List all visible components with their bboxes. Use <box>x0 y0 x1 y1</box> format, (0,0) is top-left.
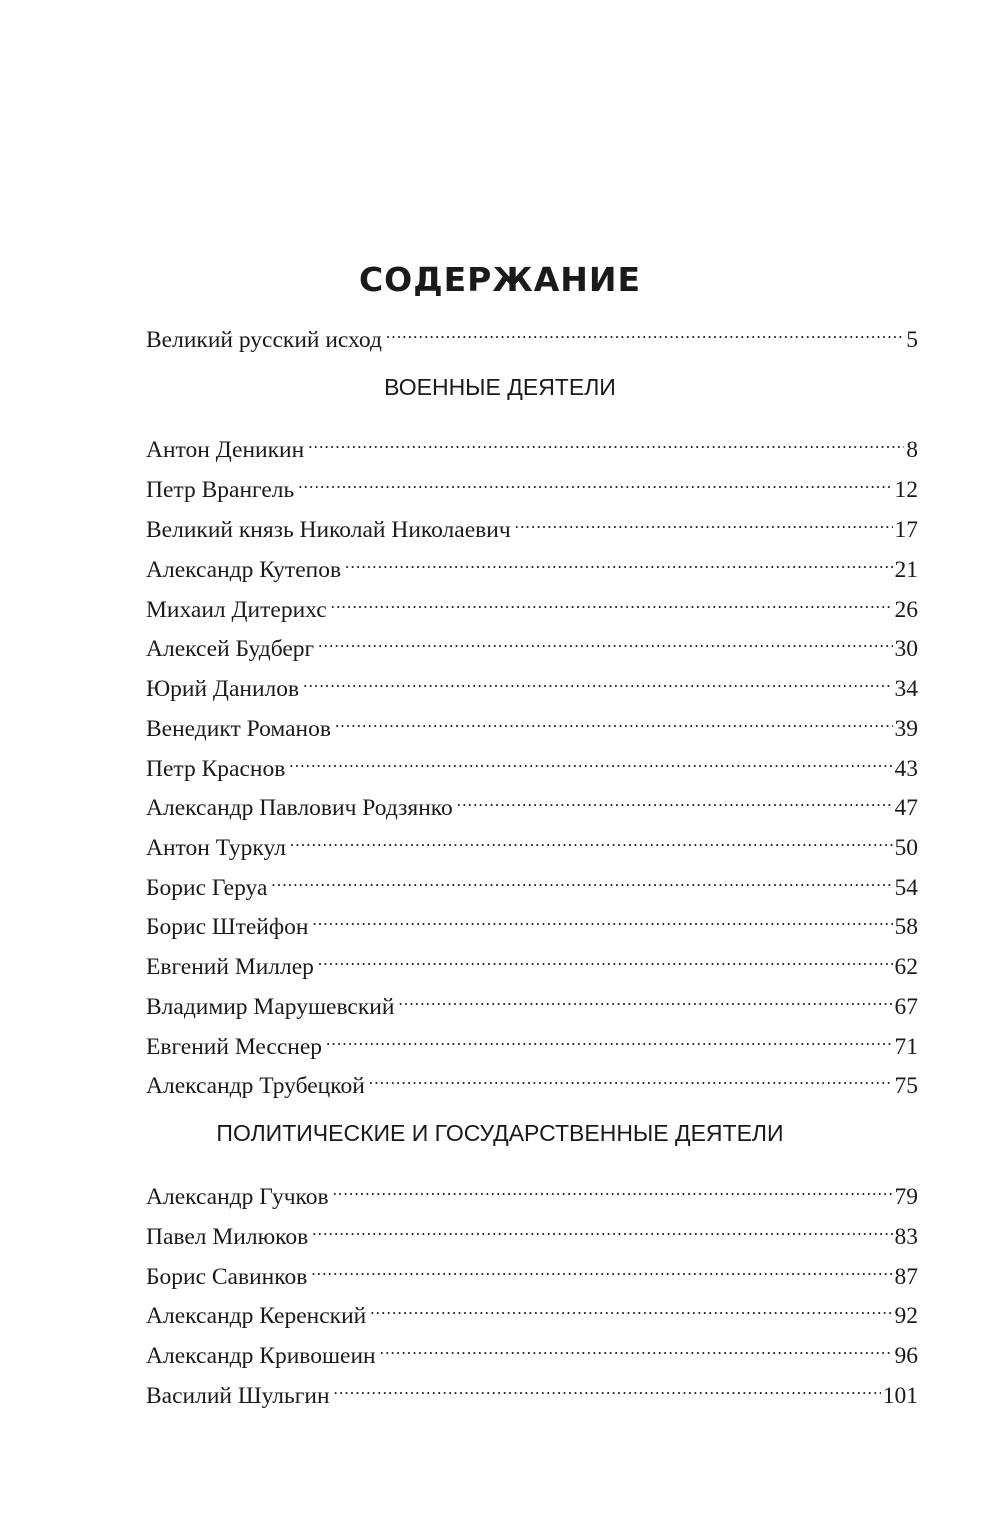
toc-entry-label: Александр Павлович Родзянко <box>146 795 453 821</box>
toc-entry-label: Великий князь Николай Николаевич <box>146 517 511 543</box>
section-heading-military: ВОЕННЫЕ ДЕЯТЕЛИ <box>384 374 616 400</box>
dot-leader <box>289 742 892 776</box>
toc-entry-label: Борис Савинков <box>146 1264 308 1290</box>
toc-entry[interactable] <box>146 622 918 662</box>
dot-leader <box>312 1210 892 1244</box>
dot-leader <box>380 1329 893 1363</box>
toc-entry[interactable] <box>146 1289 918 1329</box>
toc-entry-page: 79 <box>894 1184 918 1210</box>
dot-leader <box>345 543 892 577</box>
toc-entry-page: 5 <box>906 327 918 353</box>
toc-entry[interactable] <box>146 821 918 861</box>
toc-entry[interactable] <box>146 1369 918 1409</box>
toc-entry-page: 62 <box>894 954 918 980</box>
dot-leader <box>326 1020 892 1054</box>
dot-leader <box>318 940 893 974</box>
toc-entry[interactable] <box>146 503 918 543</box>
toc-entry-page: 26 <box>894 597 918 623</box>
dot-leader <box>312 900 892 934</box>
toc-entry-label: Александр Кутепов <box>146 557 342 583</box>
toc-entry-label: Юрий Данилов <box>146 676 300 702</box>
dot-leader <box>298 463 892 497</box>
toc-entry-label: Михаил Дитерихс <box>146 597 327 623</box>
toc-entry-label: Алексей Будберг <box>146 636 315 662</box>
toc-entry-label: Петр Врангель <box>146 477 295 503</box>
toc-entry-page: 58 <box>894 914 918 940</box>
toc-entry-page: 75 <box>894 1073 918 1099</box>
dot-leader <box>318 622 892 656</box>
toc-entry-page: 43 <box>894 756 918 782</box>
toc-entry-label: Александр Трубецкой <box>146 1073 365 1099</box>
toc-entry[interactable] <box>146 1329 918 1369</box>
toc-entry-label: Александр Керенский <box>146 1303 367 1329</box>
toc-entry-page: 67 <box>894 994 918 1020</box>
toc-entry-label: Антон Деникин <box>146 437 305 463</box>
toc-entry[interactable] <box>146 1250 918 1290</box>
dot-leader <box>515 503 893 537</box>
dot-leader <box>331 583 893 617</box>
dot-leader <box>398 980 892 1014</box>
toc-entry-intro[interactable] <box>146 313 918 353</box>
dot-leader <box>370 1289 892 1323</box>
toc-entry[interactable] <box>146 980 918 1020</box>
dot-leader <box>308 423 904 457</box>
toc-entry-label: Павел Милюков <box>146 1224 309 1250</box>
toc-entry-label: Александр Кривошеин <box>146 1343 376 1369</box>
toc-entry-label: Александр Гучков <box>146 1184 329 1210</box>
toc-entry-label: Владимир Марушевский <box>146 994 395 1020</box>
dot-leader <box>334 1369 881 1403</box>
toc-entry-page: 92 <box>894 1303 918 1329</box>
dot-leader <box>457 781 893 815</box>
toc-entry-label: Борис Геруа <box>146 875 268 901</box>
toc-entry-label: Венедикт Романов <box>146 716 331 742</box>
toc-entry-page: 30 <box>894 636 918 662</box>
toc-entry[interactable] <box>146 1210 918 1250</box>
toc-entry-label: Борис Штейфон <box>146 914 309 940</box>
toc-entry-page: 83 <box>894 1224 918 1250</box>
toc-entry-label: Антон Туркул <box>146 835 286 861</box>
toc-entry-page: 50 <box>894 835 918 861</box>
toc-entry[interactable] <box>146 463 918 503</box>
toc-entry[interactable] <box>146 781 918 821</box>
dot-leader <box>311 1250 892 1284</box>
toc-entry-page: 71 <box>894 1034 918 1060</box>
toc-entry-page: 8 <box>906 437 918 463</box>
dot-leader <box>369 1059 893 1093</box>
toc-entry[interactable] <box>146 1020 918 1060</box>
toc-entry-page: 12 <box>894 477 918 503</box>
toc-entry[interactable] <box>146 662 918 702</box>
toc-entry-page: 34 <box>894 676 918 702</box>
toc-entry-label: Великий русский исход <box>146 327 382 353</box>
toc-entry[interactable] <box>146 742 918 782</box>
dot-leader <box>290 821 893 855</box>
toc-entry-page: 96 <box>894 1343 918 1369</box>
toc-entry[interactable] <box>146 861 918 901</box>
toc-entry[interactable] <box>146 1170 918 1210</box>
section-heading-political: ПОЛИТИЧЕСКИЕ И ГОСУДАРСТВЕННЫЕ ДЕЯТЕЛИ <box>216 1120 784 1146</box>
toc-entry-page: 39 <box>894 716 918 742</box>
dot-leader <box>333 1170 893 1204</box>
toc-entry-label: Евгений Месснер <box>146 1034 323 1060</box>
toc-entry-page: 17 <box>894 517 918 543</box>
toc-entry[interactable] <box>146 543 918 583</box>
toc-entry-page: 101 <box>882 1383 918 1409</box>
page-title: СОДЕРЖАНИЕ <box>358 260 642 299</box>
toc-entry[interactable] <box>146 583 918 623</box>
toc-entry-page: 54 <box>894 875 918 901</box>
dot-leader <box>335 702 893 736</box>
toc-entry-label: Петр Краснов <box>146 756 286 782</box>
dot-leader <box>271 861 892 895</box>
toc-entry[interactable] <box>146 940 918 980</box>
toc-entry[interactable] <box>146 423 918 463</box>
dot-leader <box>303 662 892 696</box>
toc-entry-label: Евгений Миллер <box>146 954 314 980</box>
toc-entry-page: 47 <box>894 795 918 821</box>
dot-leader <box>386 313 904 347</box>
toc-entry-label: Василий Шульгин <box>146 1383 330 1409</box>
toc-entry-page: 21 <box>894 557 918 583</box>
toc-entry[interactable] <box>146 1059 918 1099</box>
toc-entry-page: 87 <box>894 1264 918 1290</box>
toc-entry[interactable] <box>146 900 918 940</box>
toc-entry[interactable] <box>146 702 918 742</box>
